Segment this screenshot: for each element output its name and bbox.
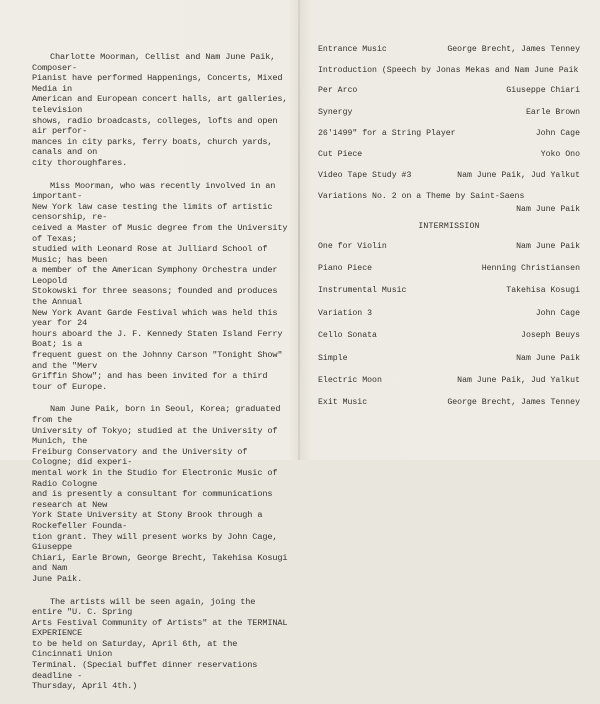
- terminal-experience-paragraph: The artists will be seen again, joing the entire "U. C. Spring Arts Festival Community of Artists" at the TERMINAL EXPERIENCE to be held on Saturday, April 6th, at the Cincinnati Union Terminal. (Special buffet dinner reservations deadline - Thursday, April 4th.): [32, 596, 288, 692]
- program-item: [318, 263, 580, 275]
- program-item: [318, 149, 580, 161]
- program-item: [318, 65, 580, 77]
- program-item-artist: Earle Brown: [525, 108, 580, 117]
- program-item-artist: Nam June Paik: [516, 242, 580, 251]
- program-item: [318, 44, 580, 56]
- program-item-title: Simple: [318, 354, 348, 363]
- program-item: [318, 128, 580, 140]
- program-item-title: Cut Piece: [318, 150, 363, 159]
- program-item-artist: Nam June Paik, Jud Yalkut: [457, 171, 580, 180]
- program-item-title: Instrumental Music: [318, 286, 407, 295]
- program-item: [318, 204, 580, 216]
- program-item-artist: Nam June Paik, Jud Yalkut: [457, 376, 580, 385]
- program-item-artist: Nam June Paik: [516, 354, 580, 363]
- program-item-title: Per Arco: [318, 86, 358, 95]
- program-item-title: Entrance Music: [318, 45, 387, 54]
- program-item-artist: George Brecht, James Tenney: [447, 45, 580, 54]
- program-item-title: Variations No. 2 on a Theme by Saint-Saens: [318, 192, 525, 201]
- program-item-title: Exit Music: [318, 398, 368, 407]
- center-fold: [298, 0, 300, 460]
- program-item: [318, 107, 580, 119]
- program-item-artist: Takehisa Kosugi: [506, 286, 580, 295]
- program-item-title: Introduction (Speech by Jonas Mekas and Nam June Paik: [318, 66, 579, 75]
- program-item-title: Video Tape Study #3: [318, 171, 412, 180]
- program-item-artist: Giuseppe Chiari: [506, 86, 580, 95]
- program-item: [318, 353, 580, 365]
- program-item-artist: Henning Christiansen: [481, 264, 580, 273]
- program-item-title: Cello Sonata: [318, 331, 377, 340]
- program-item-artist: Nam June Paik: [516, 205, 580, 214]
- intermission-heading: INTERMISSION: [418, 222, 480, 231]
- program-item: [318, 170, 580, 182]
- program-item-artist: Yoko Ono: [540, 150, 580, 159]
- paik-bio-paragraph: Nam June Paik, born in Seoul, Korea; graduated from the University of Tokyo; studied at the University of Munich, the Freiburg Conservatory and the University of Cologne; did experi- mental work in the Studio for Electronic Music of Radio Cologne and is presently a consultant for communications research at New York State University at Stony Brook through a Rockefeller Founda- tion grant. They will present works by John Cage, Giuseppe Chiari, Earle Brown, George Brecht, Takehisa Kosugi and Nam June Paik.: [32, 404, 288, 584]
- program-item-title: Electric Moon: [318, 376, 382, 385]
- program-item: [318, 241, 580, 253]
- program-item-artist: John Cage: [535, 309, 580, 318]
- program-item: [318, 397, 580, 409]
- program-item-title: One for Violin: [318, 242, 387, 251]
- program-item: [318, 85, 580, 97]
- program-item: [318, 375, 580, 387]
- program-item-title: 26'1499" for a String Player: [318, 129, 456, 138]
- program-item-artist: Joseph Beuys: [521, 331, 580, 340]
- program-item: [318, 285, 580, 297]
- program-item-artist: George Brecht, James Tenney: [447, 398, 580, 407]
- bio-column: [32, 52, 290, 704]
- program-item-title: Piano Piece: [318, 264, 373, 273]
- intro-paragraph: Charlotte Moorman, Cellist and Nam June Paik, Composer- Pianist have performed Happenings, Concerts, Mixed Media in American and European concert halls, art galleries, television shows, radio broadcasts, colleges, lofts and open air perfor- mances in city parks, ferry boats, church yards, canals and on city thoroughfares.: [32, 52, 288, 168]
- program-item: [318, 330, 580, 342]
- program-item-artist: John Cage: [535, 129, 580, 138]
- moorman-bio-paragraph: Miss Moorman, who was recently involved in an important- New York law case testing the limits of artistic censorship, re- ceived a Master of Music degree from the University of Texas; studied with Leonard Rose at Julliard School of Music; has been a member of the American Symphony Orchestra under Leopold Stokowski for three seasons; founded and produces the Annual New York Avant Garde Festival which was held this year for 24 hours aboard the J. F. Kennedy Staten Island Ferry Boat; is a frequent guest on the Johnny Carson "Tonight Show" and the "Merv Griffin Show"; and has been invited for a third tour of Europe.: [32, 180, 288, 392]
- program-item: [318, 191, 580, 203]
- program-item: [318, 308, 580, 320]
- program-item-title: Variation 3: [318, 309, 373, 318]
- program-item-title: Synergy: [318, 108, 353, 117]
